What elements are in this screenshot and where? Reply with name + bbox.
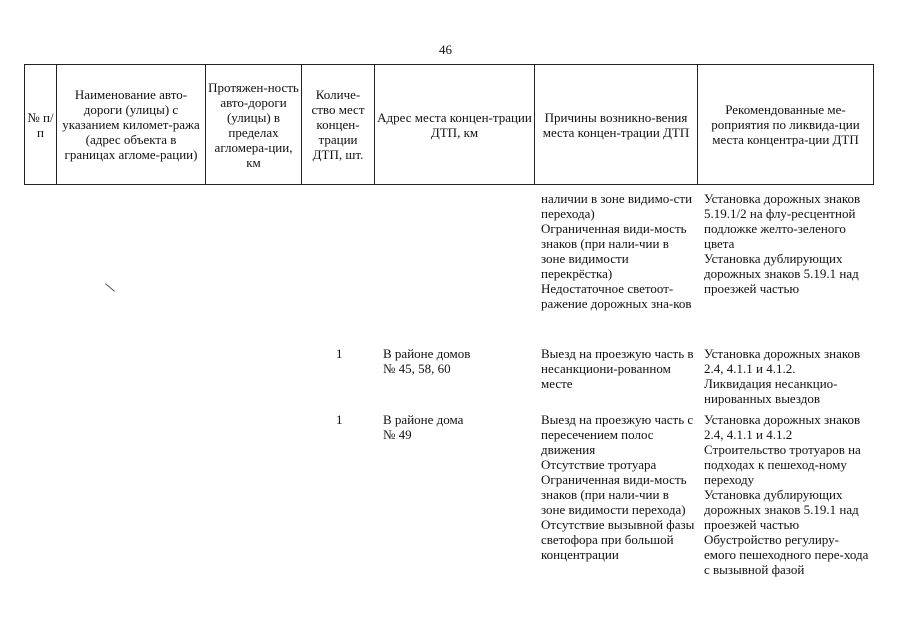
- row-1-count: 1: [336, 346, 343, 361]
- row-1-address: В районе домов № 45, 58, 60: [383, 346, 471, 376]
- page-number: 46: [439, 42, 452, 57]
- row-2-count: 1: [336, 412, 343, 427]
- row-2-causes: Выезд на проезжую часть с пересечением полос движения Отсутствие тротуара Ограниченная види-мость знаков (при нали-чии в зоне видимости перехода) Отсутствие вызывной фазы светофора при большой концентрации: [541, 412, 695, 562]
- header-count: Количе-ство мест концен-трации ДТП, шт.: [302, 65, 375, 185]
- row-1-measures: Установка дорожных знаков 2.4, 4.1.1 и 4.1.2. Ликвидация несанкцио-нированных выездов: [704, 346, 861, 406]
- table-header: [24, 64, 874, 185]
- header-address: Адрес места концен-трации ДТП, км: [375, 65, 535, 185]
- continuation-causes: наличии в зоне видимо-сти перехода) Ограниченная види-мость знаков (при нали-чии в зоне видимости перекрёстка) Недостаточное светоот-ражение дорожных зна-ков: [541, 191, 693, 311]
- header-measures: Рекомендованные ме-роприятия по ликвида-ции места концентра-ции ДТП: [698, 65, 874, 185]
- header-causes: Причины возникно-вения места концен-трации ДТП: [535, 65, 698, 185]
- row-1-causes: Выезд на проезжую часть в несанкциони-рованном месте: [541, 346, 694, 391]
- row-2-measures: Установка дорожных знаков 2.4, 4.1.1 и 4.1.2 Строительство тротуаров на подходах к пешеход-ному переходу Установка дублирующих дорожных знаков 5.19.1 над проезжей частью Обустройство регулиру-емого пешеходного пере-хода с вызывной фазой: [704, 412, 869, 577]
- header-number: № п/п: [25, 65, 57, 185]
- header-road-name: Наименование авто-дороги (улицы) с указанием километ-ража (адрес объекта в границах агломе-рации): [57, 65, 206, 185]
- header-road-length: Протяжен-ность авто-дороги (улицы) в пределах агломера-ции, км: [206, 65, 302, 185]
- row-2-address: В районе дома № 49: [383, 412, 464, 442]
- continuation-measures: Установка дорожных знаков 5.19.1/2 на флу-ресцентной подложке желто-зеленого цвета Установка дублирующих дорожных знаков 5.19.1 над проезжей частью: [704, 191, 861, 296]
- header-row: [25, 65, 874, 185]
- pen-mark: [105, 283, 115, 291]
